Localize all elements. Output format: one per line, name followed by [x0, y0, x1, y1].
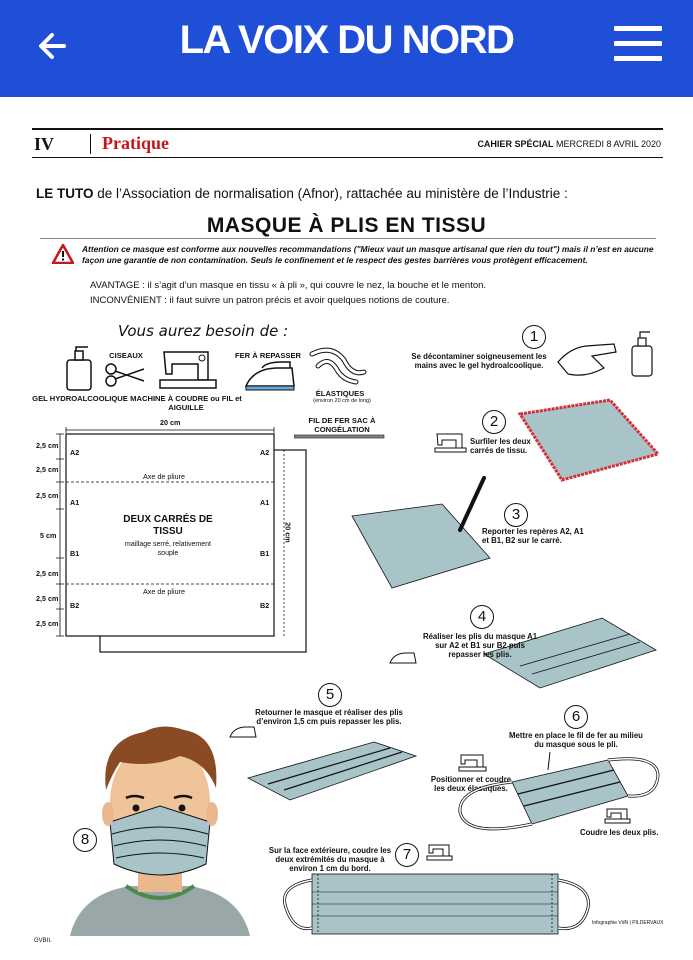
warning-triangle-icon	[52, 244, 74, 264]
brand-logo[interactable]: LA VOIX DU NORD	[179, 18, 514, 62]
iron-icon	[242, 360, 298, 392]
newspaper-page-header	[32, 128, 663, 158]
app-header	[0, 0, 693, 97]
hand-sanitizer-icon	[556, 326, 660, 382]
mark-b1-left: B1	[70, 549, 80, 558]
elastics-label: ÉLASTIQUES	[315, 389, 365, 398]
step-4-text: Réaliser les plis du masque A1 sur A2 et B1 sur B2 puis repasser les plis.	[422, 632, 538, 659]
warning-text: Attention ce masque est conforme aux nouvelles recommandations ("Mieux vaut un masque artisanal que rien du tout") mais il n’est en aucune façon une garantie de non contamination. Seuls le confinement et le respect des gestes barrières vous protègent efficacement.	[82, 244, 654, 265]
sewing-machine-small-icon-3	[604, 806, 632, 824]
step-2-text: Surfiler les deux carrés de tissu.	[470, 437, 531, 455]
elastics-note: (environ 20 cm de long)	[313, 398, 371, 404]
elastics-icon	[308, 346, 368, 386]
mark-b2-right: B2	[260, 601, 270, 610]
dim-1: 2,5 cm	[36, 441, 59, 450]
step-1-number: 1	[522, 325, 546, 349]
step-2-number: 2	[482, 410, 506, 434]
gel-bottle-icon	[64, 346, 94, 392]
pattern-center-sub: maillage serré, relativement souple	[125, 541, 211, 557]
dim-7: 2,5 cm	[36, 619, 59, 628]
pattern-width-label: 20 cm	[160, 418, 181, 427]
step-6-text-b: Positionner et coudre les deux élastiques.	[430, 775, 512, 793]
iron-label: FER À REPASSER	[234, 351, 302, 360]
dim-5: 2,5 cm	[36, 569, 59, 578]
step-4-number: 4	[470, 605, 494, 629]
step-1-text: Se décontaminer soigneusement les mains avec le gel hydroalcoolique.	[411, 352, 547, 370]
gel-label: GEL HYDROALCOOLIQUE	[32, 394, 128, 403]
fold-axis-bottom: Axe de pliure	[143, 587, 185, 596]
mark-a1-right: A1	[260, 498, 270, 507]
materials-heading: Vous aurez besoin de :	[118, 322, 289, 340]
dim-4: 5 cm	[40, 531, 57, 540]
sewing-machine-icon	[158, 344, 218, 390]
iron-small-icon	[388, 650, 418, 666]
step-3-number: 3	[504, 503, 528, 527]
step-3-fabric-square	[348, 476, 494, 594]
article-title: MASQUE À PLIS EN TISSU	[206, 214, 487, 237]
intro-text: LE TUTO de l’Association de normalisation (Afnor), rattachée au ministère de l’Industrie :	[36, 186, 568, 201]
step-5-pleated-mask	[244, 738, 420, 804]
pattern-height-label: 20 cm	[283, 522, 293, 543]
footer-code: GVBII.	[34, 938, 52, 944]
step-6-mask-with-elastics	[452, 748, 664, 840]
dim-2: 2,5 cm	[36, 465, 59, 474]
step-7-finished-mask	[282, 868, 594, 938]
step-7-text: Sur la face extérieure, coudre les deux extrémités du masque à environ 1 cm du bord.	[268, 846, 392, 873]
sewing-machine-small-icon-4	[426, 842, 454, 862]
credit-text: Infographie VdN | PILDERVAUX	[592, 920, 664, 926]
step-6-text-a: Mettre en place le fil de fer au milieu du masque sous le pli.	[509, 731, 643, 749]
page-number: IV	[34, 134, 55, 154]
mark-a1-left: A1	[70, 498, 80, 507]
mark-a2-left: A2	[70, 448, 80, 457]
pattern-center-title: DEUX CARRÉS DE TISSU	[123, 514, 213, 537]
dim-6: 2,5 cm	[36, 594, 59, 603]
step-5-number: 5	[318, 683, 342, 707]
step-6-text-c: Coudre les deux plis.	[580, 828, 659, 837]
mark-b1-right: B1	[260, 549, 270, 558]
mark-b2-left: B2	[70, 601, 80, 610]
step-8-number: 8	[73, 828, 97, 852]
section-title: Pratique	[102, 133, 169, 153]
warning-box	[52, 242, 652, 272]
edition-info: CAHIER SPÉCIAL MERCREDI 8 AVRIL 2020	[477, 139, 661, 149]
machine-label: MACHINE À COUDRE ou FIL et AIGUILLE	[130, 394, 242, 412]
drawback-text: INCONVÉNIENT : il faut suivre un patron précis et avoir quelques notions de couture.	[90, 295, 450, 306]
step-6-number: 6	[564, 705, 588, 729]
dim-3: 2,5 cm	[36, 491, 59, 500]
step-7-number: 7	[395, 843, 419, 867]
mark-a2-right: A2	[260, 448, 270, 457]
fold-axis-top: Axe de pliure	[143, 472, 185, 481]
hamburger-menu-icon[interactable]	[614, 26, 662, 66]
step-5-text: Retourner le masque et réaliser des plis d’environ 1,5 cm puis repasser les plis.	[255, 708, 403, 726]
man-wearing-mask-illustration	[60, 716, 260, 936]
scissors-icon	[104, 362, 146, 388]
advantage-text: AVANTAGE : il s’agit d’un masque en tissu « à pli », qui couvre le nez, la bouche et le menton.	[90, 280, 487, 291]
sewing-machine-small-icon	[434, 430, 468, 454]
scissors-label: CISEAUX	[109, 351, 143, 360]
step-3-text: Reporter les repères A2, A1 et B1, B2 sur le carré.	[482, 527, 584, 545]
wire-label: FIL DE FER SAC À CONGÉLATION	[308, 416, 376, 434]
